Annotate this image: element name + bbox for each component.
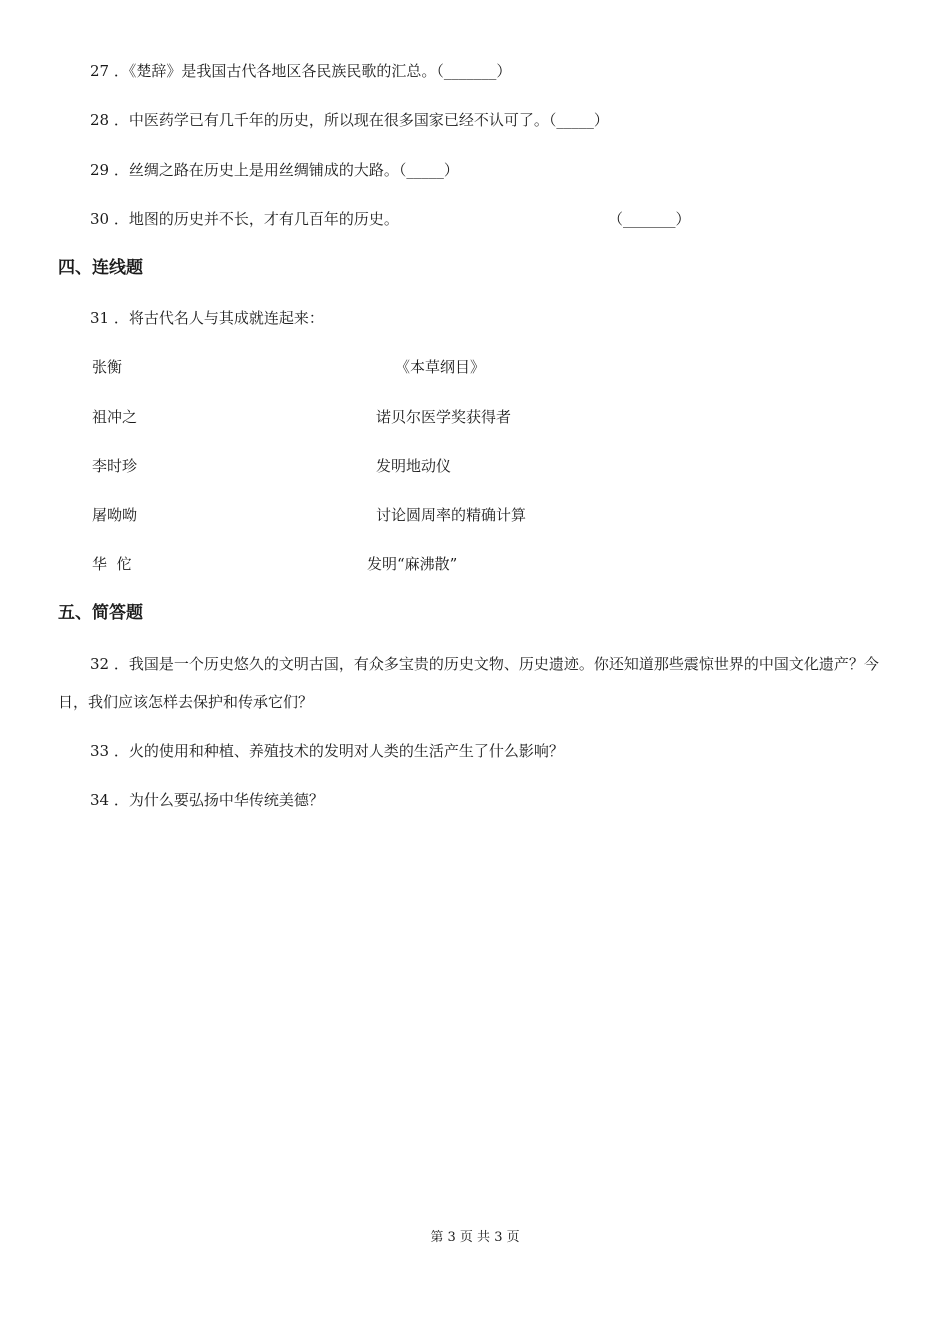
- match-right-item: 发明“麻沸散”: [367, 555, 458, 573]
- section-title-matching: 四、连线题: [58, 258, 143, 278]
- match-left-item: 屠呦呦: [92, 506, 138, 524]
- match-left-item: 张衡: [92, 358, 123, 376]
- question-28: 28 ．中医药学已有几千年的历史，所以现在很多国家已经不认可了。（_____）: [90, 111, 609, 129]
- section-title-short-answer: 五、简答题: [58, 603, 143, 623]
- question-33: 33 ．火的使用和种植、养殖技术的发明对人类的生活产生了什么影响？: [90, 742, 564, 760]
- question-34: 34 ．为什么要弘扬中华传统美德？: [90, 791, 324, 809]
- match-right-item: 诺贝尔医学奖获得者: [376, 408, 512, 426]
- match-right-item: 讨论圆周率的精确计算: [376, 506, 527, 524]
- question-27: 27 ．《楚辞》是我国古代各地区各民族民歌的汇总。（_______）: [90, 62, 512, 80]
- question-29: 29 ．丝绸之路在历史上是用丝绸铺成的大路。（_____）: [90, 161, 459, 179]
- match-left-item: 祖冲之: [92, 408, 138, 426]
- page-footer: 第 3 页 共 3 页: [430, 1230, 520, 1245]
- match-right-item: 发明地动仪: [376, 457, 452, 475]
- match-left-item: 华 佗: [92, 555, 132, 573]
- question-30: 30 ．地图的历史并不长，才有几百年的历史。: [90, 210, 399, 228]
- question-31: 31 ．将古代名人与其成就连起来：: [90, 309, 324, 327]
- question-30-blank: （_______）: [608, 210, 691, 228]
- question-32: 32 ．我国是一个历史悠久的文明古国，有众多宝贵的历史文物、历史遗迹。你还知道那些震惊世界的中国文化遗产？今日，我们应该怎样去保护和传承它们？: [58, 655, 879, 711]
- match-right-item: 《本草纲目》: [395, 358, 486, 376]
- match-left-item: 李时珍: [92, 457, 138, 475]
